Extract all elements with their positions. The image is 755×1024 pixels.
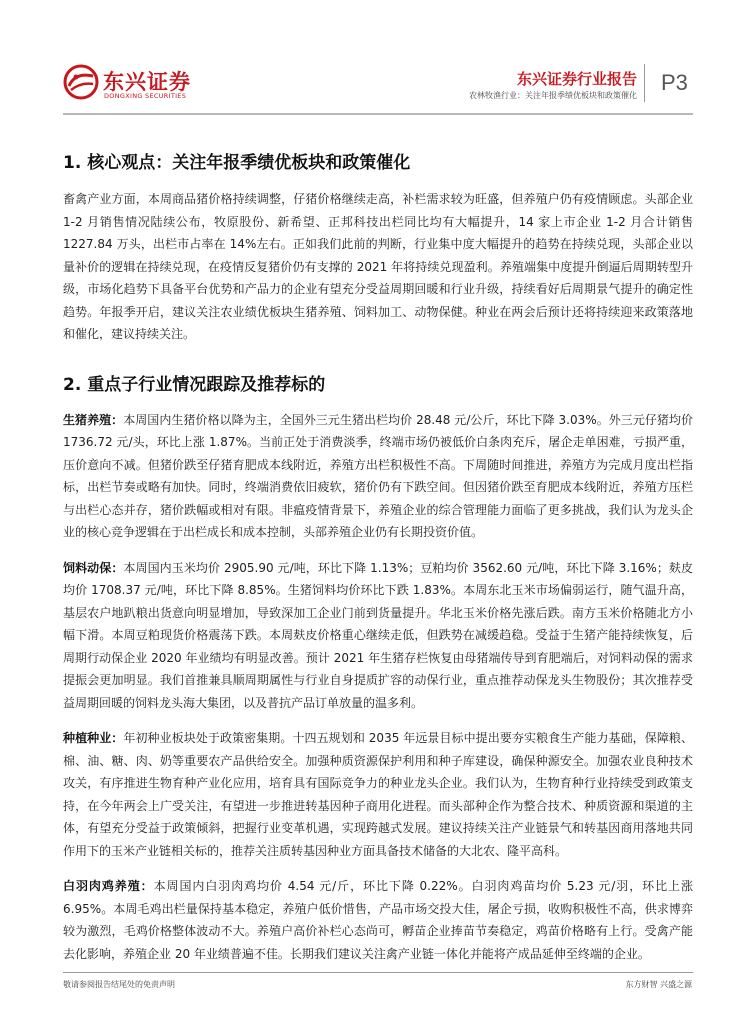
- report-title: 东兴证券行业报告: [516, 70, 637, 88]
- dongxing-logo-icon: [63, 64, 99, 100]
- main-content: [63, 143, 693, 965]
- company-logo: [63, 64, 233, 108]
- section-1-paragraph: 畜禽产业方面，本周商品猪价格持续调整，仔猪价格继续走高，补栏需求较为旺盛，但养殖户仍有疫情顾虑。头部企业 1-2 月销售情况陆续公布，牧原股份、新希望、正邦科技出栏同比均有大幅提升，14 家上市企业 1-2 月合计销售 1227.84 万头，出栏市占率在 14%左右。正如我们此前的判断，行业集中度大幅提升的趋势在持续兑现，头部企业以量补价的逻辑在持续兑现，在疫情反复猪价仍有支撑的 2021 年将持续兑现盈利。养殖端集中度提升倒逼后周期转型升级，市场化趋势下具备平台优势和产品力的企业有望充分受益周期回暖和行业升级，持续看好后周期景气提升的确定性趋势。年报季开启，建议关注农业绩优板块生猪养殖、饲料加工、动物保健。种业在两会后预计还将持续迎来政策落地和催化，建议持续关注。: [63, 192, 693, 341]
- header-divider: [644, 64, 645, 102]
- report-subtitle: 农林牧渔行业：关注年报季绩优板块和政策催化: [469, 91, 637, 100]
- logo-name-cn: 东兴证券: [103, 70, 191, 94]
- section-1-heading: 1. 核心观点：关注年报季绩优板块和政策催化: [63, 153, 411, 173]
- section-2-heading: 2. 重点子行业情况跟踪及推荐标的: [63, 374, 326, 395]
- seed-industry-label: 种植种业：: [63, 731, 124, 745]
- seed-industry-paragraph: [63, 727, 693, 862]
- page-number: P3: [661, 70, 688, 95]
- pig-farming-paragraph: [63, 409, 693, 544]
- logo-name-en: DONGXING SECURITIES: [104, 92, 187, 100]
- footer-slogan: 东方财智 兴盛之源: [625, 980, 692, 989]
- pig-farming-text: 本周国内生猪价格以降为主，全国外三元生猪出栏均价 28.48 元/公斤，环比下降 3.03%。外三元仔猪均价 1736.72 元/头，环比上涨 1.87%。当前正处于消费淡季，终端市场仍被低价白条肉充斥，屠企走单困难，亏损严重，压价意向不减。但猪价跌至仔猪育肥成本线附近，养殖方出栏积极性不高。下周随时间推进，养殖方为完成月度出栏指标，出栏节奏或略有加快。同时，终端消费依旧疲软，猪价仍有下跌空间。但因猪价跌至育肥成本线附近，养殖方压栏与出栏心态并存，猪价跌幅或相对有限。非瘟疫情背景下，养殖企业的综合管理能力面临了更多挑战，我们认为龙头企业的核心竞争逻辑在于出栏成长和成本控制，头部养殖企业仍有长期投资价值。: [63, 412, 693, 539]
- feed-vet-text: 本周国内玉米均价 2905.90 元/吨，环比下降 1.13%；豆粕均价 3562.60 元/吨，环比下降 3.16%；麸皮均价 1708.37 元/吨，环比下降 8.85%。生猪饲料均价环比下跌 1.83%。本周东北玉米市场偏弱运行，随气温升高，基层农户地趴粮出货意向明显增加，导致深加工企业门前到货量提升。华北玉米价格先涨后跌。南方玉米价格随北方小幅下滑。本周豆粕现货价格震荡下跌。本周麸皮价格重心继续走低，但跌势在减缓趋稳。受益于生猪产能持续恢复，后周期行动保企业 2020 年业绩均有明显改善。预计 2021 年生猪存栏恢复由母猪端传导到育肥端后，对饲料动保的需求提振会更加明显。我们首推兼具顺周期属性与行业自身提质扩容的动保行业，重点推荐动保龙头生物股份；其次推荐受益周期回暖的饲料龙头海大集团，以及普抗产品订单放量的温多利。: [63, 560, 693, 710]
- page-header: [0, 0, 755, 120]
- broiler-text: 本周国内白羽肉鸡均价 4.54 元/斤，环比下降 0.22%。白羽肉鸡苗均价 5.23 元/羽，环比上涨 6.95%。本周毛鸡出栏量保持基本稳定，养殖户低价惜售，产品市场交投大佳，屠企亏损，收购积极性不高，供求博弈较为激烈，毛鸡价格整体波动不大。养殖户高价补栏心态尚可，孵苗企业捧苗节奏稳定，鸡苗价格略有上行。受禽产能去化影响，养殖企业 20 年业绩普遍不佳。长期我们建议关注禽产业链一体化并能将产成品延伸至终端的企业。: [63, 879, 693, 961]
- footer-disclaimer: 敬请参阅报告结尾处的免责声明: [63, 980, 175, 989]
- feed-vet-label: 饲料动保：: [63, 560, 124, 575]
- broiler-paragraph: [63, 875, 693, 965]
- footer-rule: [63, 972, 693, 973]
- feed-vet-paragraph: [63, 557, 693, 715]
- broiler-label: 白羽肉鸡养殖：: [63, 879, 154, 893]
- header-rule: [63, 113, 693, 115]
- pig-farming-label: 生猪养殖：: [63, 412, 124, 427]
- seed-industry-text: 年初种业板块处于政策密集期。十四五规划和 2035 年远景目标中提出要夯实粮食生产能力基础，保障粮、棉、油、糖、肉、奶等重要农产品供给安全。加强种质资源保护利用和种子库建设，确保种源安全。加强农业良种技术攻关，有序推进生物育种产业化应用，培育具有国际竞争力的种业龙头企业。我们认为，生物育种行业持续受到政策支持，在今年两会上广受关注，有望进一步推进转基因种子商用化进程。而头部种企作为整合技术、种质资源和渠道的主体，有望充分受益于政策倾斜，把握行业变革机遇，实现跨越式发展。建议持续关注产业链景气和转基因商用落地共同作用下的玉米产业链相关标的，推荐关注质转基因种业方面具备技术储备的大北农、隆平高科。: [63, 731, 693, 858]
